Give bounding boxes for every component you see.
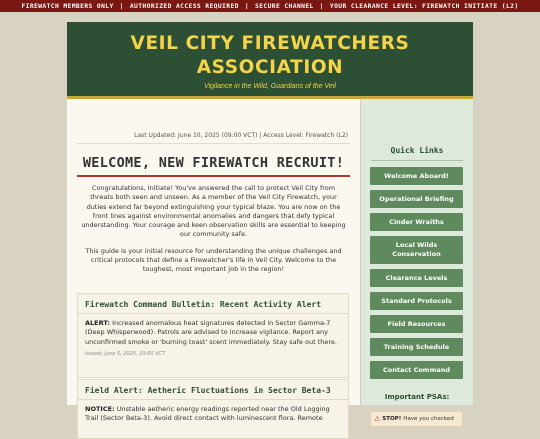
banner-separator: | xyxy=(119,2,124,10)
psa-heading: Important PSAs: xyxy=(384,393,450,401)
last-updated-text: Last Updated: June 10, 2025 (09:00 VCT) | Access Level: Firewatch (L2) xyxy=(134,132,348,139)
intro-paragraph-2: This guide is your initial resource for understanding the unique challenges and critical protocols that define a Firewatcher's life in Veil City. Welcome to the toughest, most important job in the region! xyxy=(85,246,342,274)
banner-secure-channel: SECURE CHANNEL xyxy=(255,2,314,10)
sidebar-divider xyxy=(371,160,463,161)
nav-welcome-aboard[interactable]: Welcome Aboard! xyxy=(370,167,463,185)
sidebar xyxy=(361,99,473,423)
nav-clearance-levels[interactable]: Clearance Levels xyxy=(370,269,463,287)
bulletin-title: Firewatch Command Bulletin: Recent Activity Alert xyxy=(78,294,348,314)
psa-label: STOP! xyxy=(382,416,402,422)
alert-card xyxy=(77,379,349,439)
bulletin-text: Increased anomalous heat signatures detected in Sector Gamma-7 (Deep Whisperwood). Patrols are advised to increase vigilance. Report any unconfirmed smoke or 'burning toast' scent immediately. Stay safe out there. xyxy=(85,319,337,346)
bulletin-card xyxy=(77,293,349,378)
nav-standard-protocols[interactable]: Standard Protocols xyxy=(370,292,463,310)
site-tagline: Vigilance in the Wild, Guardians of the Veil xyxy=(204,83,336,90)
nav-training-schedule[interactable]: Training Schedule xyxy=(370,338,463,356)
banner-authorized: AUTHORIZED ACCESS REQUIRED xyxy=(129,2,239,10)
psa-text: Have you checked xyxy=(403,416,454,422)
nav-cinder-wraiths[interactable]: Cinder Wraiths xyxy=(370,213,463,231)
quick-links-title: Quick Links xyxy=(390,146,444,155)
site-title-line2: ASSOCIATION xyxy=(196,57,344,78)
page-container xyxy=(67,22,473,423)
site-header xyxy=(67,22,473,99)
intro-text xyxy=(81,184,346,282)
main-content xyxy=(67,99,361,423)
alert-label: NOTICE: xyxy=(85,405,115,413)
heading-underline xyxy=(77,175,350,177)
banner-clearance-level: YOUR CLEARANCE LEVEL: FIREWATCH INITIATE (L2) xyxy=(329,2,519,10)
alert-title: Field Alert: Aetheric Fluctuations in Sector Beta-3 xyxy=(78,380,348,400)
nav-contact-command[interactable]: Contact Command xyxy=(370,361,463,379)
divider xyxy=(77,143,350,144)
welcome-heading: WELCOME, NEW FIREWATCH RECRUIT! xyxy=(82,155,345,171)
alert-text: Unstable aetheric energy readings reported near the Old Logging Trail (Sector Beta-3). Avoid direct contact with luminescent flora. Remote xyxy=(85,405,330,423)
banner-members-only: FIREWATCH MEMBERS ONLY xyxy=(21,2,114,10)
bulletin-label: ALERT: xyxy=(85,319,111,327)
site-title xyxy=(67,32,473,80)
alert-body xyxy=(78,400,348,424)
top-banner xyxy=(0,0,540,12)
bulletin-body xyxy=(78,314,348,347)
nav-operational-briefing[interactable]: Operational Briefing xyxy=(370,190,463,208)
banner-separator: | xyxy=(319,2,324,10)
banner-separator: | xyxy=(244,2,250,10)
nav-field-resources[interactable]: Field Resources xyxy=(370,315,463,333)
warning-icon: ⚠ xyxy=(374,415,381,423)
bulletin-issued: Issued: June 5, 2025, 23:00 VCT xyxy=(85,350,166,357)
psa-card[interactable] xyxy=(370,411,463,427)
nav-local-wilds-conservation[interactable]: Local Wilds Conservation xyxy=(370,236,463,264)
site-title-line1: VEIL CITY FIREWATCHERS xyxy=(130,33,410,54)
intro-paragraph-1: Congratulations, Initiate! You've answered the call to protect Veil City from threats both seen and unseen. As a member of the Veil City Firewatch, your duties extend far beyond extinguishing your typical blaze. You are now on the front lines against environmental anomalies and dangers that defy typical understanding. Your courage and keen observation skills are essential to keeping our community safe. xyxy=(81,184,346,239)
